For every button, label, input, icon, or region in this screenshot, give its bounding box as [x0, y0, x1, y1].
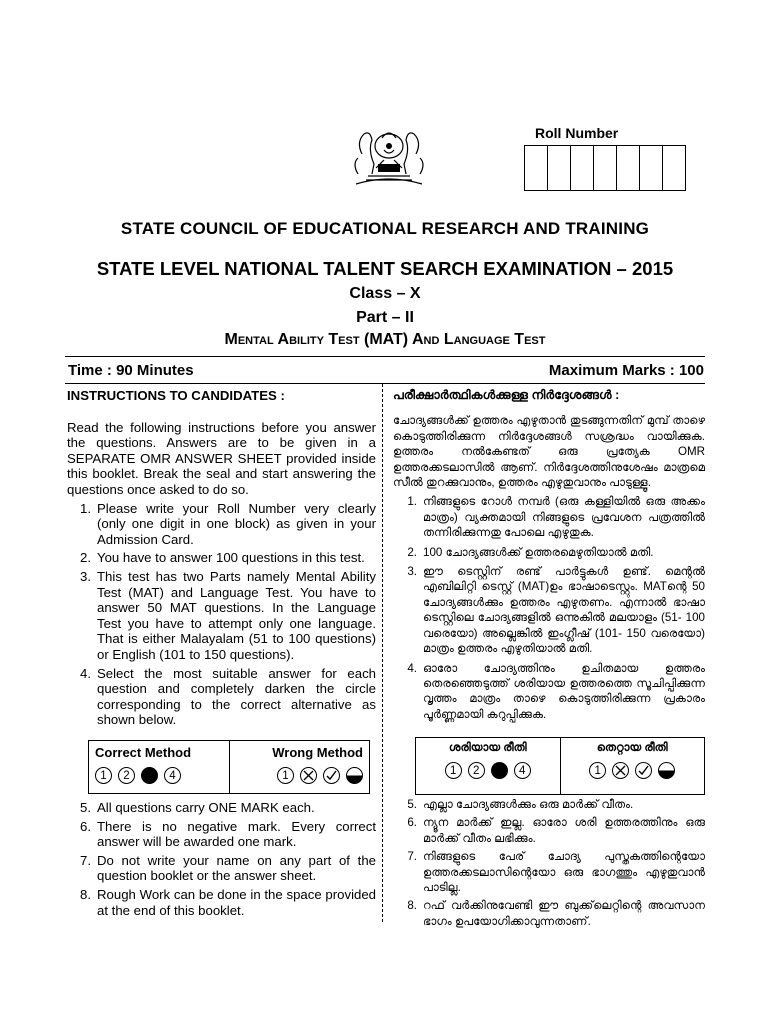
list-item	[393, 494, 705, 540]
item-number: 4.	[80, 665, 91, 681]
item-text: റഫ് വർക്കിനുവേണ്ടി ഈ ബുക്ക്‌ലെറ്റിന്റെ അവസാന ഭാഗം ഉപയോഗിക്കാവുന്നതാണ്.	[423, 899, 705, 928]
correct-bubbles	[422, 762, 554, 779]
bubble-ticked	[635, 762, 652, 779]
item-text: Please write your Roll Number very clearly (only one digit in one block) as given in your Admission Card.	[97, 500, 376, 547]
method-table-english	[88, 740, 370, 794]
method-table-malayalam	[415, 737, 705, 795]
list-item	[67, 569, 376, 663]
roll-digit-box[interactable]	[617, 146, 640, 190]
item-number: 6.	[407, 816, 417, 830]
roll-number-label: Roll Number	[535, 125, 619, 141]
max-marks-label: Maximum Marks : 100	[548, 362, 704, 379]
wrong-method-label: തെറ്റായ രീതി	[596, 742, 668, 754]
english-title: INSTRUCTIONS TO CANDIDATES :	[67, 388, 285, 403]
item-number: 2.	[407, 545, 417, 559]
english-list	[67, 501, 376, 728]
item-number: 1.	[80, 500, 91, 516]
item-number: 1.	[407, 495, 417, 509]
list-item	[393, 797, 705, 812]
wrong-method-cell	[229, 741, 370, 793]
list-item	[393, 898, 705, 929]
item-text: ഈ ടെസ്റ്റിന് രണ്ട് പാർട്ടുകൾ ഉണ്ട്. മെന്റൽ എബിലിറ്റി ടെസ്റ്റ് (MAT)ഉം ഭാഷാടെസ്റ്റും. MATന്റെ 50 ചോദ്യങ്ങൾക്കും ഉത്തരം എഴുതണം. എന്നാൽ ഭാഷാ ടെസ്റ്റിലെ ചോദ്യങ്ങളിൽ ഒന്നുകിൽ മലയാളം (51- 100 വരെയോ) അല്ലെങ്കിൽ ഇംഗ്ലീഷ് (101- 150 വരെയോ) മാത്രം ഉത്തരം എഴുതിയാൽ മതി.	[423, 565, 705, 656]
malayalam-instructions-cont	[393, 794, 705, 929]
list-item	[67, 501, 376, 548]
item-number: 4.	[407, 661, 417, 675]
item-number: 7.	[407, 850, 417, 864]
item-text: There is no negative mark. Every correct answer will be awarded one mark.	[97, 818, 376, 850]
malayalam-list-cont	[393, 797, 705, 929]
roll-digit-box[interactable]	[548, 146, 571, 190]
list-item	[393, 661, 705, 723]
list-item	[393, 849, 705, 895]
item-text: നിങ്ങളുടെ റോൾ നമ്പർ (ഒരു കള്ളിയിൽ ഒരു അക്കം മാത്രം) വ്യക്തമായി നിങ്ങളുടെ പ്രവേശന പത്രത്തിൽ തന്നിരിക്കുന്നതു പോലെ എഴുതുക.	[423, 495, 705, 540]
item-text: നിങ്ങളുടെ പേര് ചോദ്യ പുസ്തകത്തിന്റെയോ ഉത്തരക്കടലാസിന്റെയോ ഒരു ഭാഗത്തും എഴുതുവാൻ പാടില്ല.	[423, 850, 705, 895]
english-instructions-cont	[67, 797, 376, 918]
bubble-half-filled	[346, 767, 363, 784]
item-number: 3.	[407, 565, 417, 579]
correct-method-label: Correct Method	[95, 745, 192, 760]
correct-method-cell	[89, 741, 229, 793]
bubble: 4	[514, 762, 531, 779]
exam-title: STATE LEVEL NATIONAL TALENT SEARCH EXAMINATION – 2015	[96, 258, 674, 279]
roll-number-boxes[interactable]	[524, 145, 686, 191]
list-item	[393, 564, 705, 656]
bubble-half-filled	[658, 762, 675, 779]
list-item	[393, 815, 705, 846]
item-text: This test has two Parts namely Mental Ability Test (MAT) and Language Test. You have to answer 50 MAT questions. In the Language Test you have to attempt only one language. That is either Malayalam (51 to 100 questions) or English (101 to 150 questions).	[97, 568, 376, 662]
item-number: 3.	[80, 568, 91, 584]
wrong-method-label: Wrong Method	[272, 745, 363, 760]
item-text: Rough Work can be done in the space provided at the end of this booklet.	[97, 886, 376, 918]
english-instructions	[67, 388, 376, 728]
item-text: All questions carry ONE MARK each.	[97, 800, 315, 815]
item-text: Select the most suitable answer for each question and completely darken the circle corresponding to the correct alternative as shown below.	[97, 665, 376, 728]
bubble-crossed	[612, 762, 629, 779]
list-item	[67, 666, 376, 728]
bubble: 1	[445, 762, 462, 779]
malayalam-instructions	[393, 388, 705, 722]
council-title: STATE COUNCIL OF EDUCATIONAL RESEARCH AND TRAINING	[120, 219, 650, 238]
item-number: 7.	[80, 852, 91, 868]
roll-digit-box[interactable]	[594, 146, 617, 190]
bubble: 2	[118, 767, 135, 784]
item-number: 5.	[80, 800, 91, 815]
item-text: Do not write your name on any part of the question booklet or the answer sheet.	[97, 852, 376, 884]
list-item	[67, 819, 376, 850]
list-item	[67, 853, 376, 884]
item-text: 100 ചോദ്യങ്ങൾക്ക് ഉത്തരമെഴുതിയാൽ മതി.	[423, 545, 654, 559]
item-text: You have to answer 100 questions in this test.	[97, 550, 365, 566]
state-emblem-icon	[348, 124, 430, 188]
roll-digit-box[interactable]	[640, 146, 663, 190]
wrong-bubbles	[567, 762, 699, 779]
bubble: 2	[468, 762, 485, 779]
item-number: 5.	[407, 798, 417, 811]
bubble-ticked	[323, 767, 340, 784]
time-label: Time : 90 Minutes	[68, 362, 194, 379]
correct-method-label: ശരിയായ രീതി	[448, 742, 527, 754]
english-list-cont	[67, 800, 376, 918]
malayalam-list	[393, 494, 705, 722]
malayalam-intro: ചോദ്യങ്ങൾക്ക് ഉത്തരം എഴുതാൻ തുടങ്ങുന്നതിന് മുമ്പ് താഴെ കൊടുത്തിരിക്കുന്ന നിർദ്ദേശങ്ങൾ സശ്രദ്ധം വായിക്കുക. ഉത്തരം നൽകേണ്ടത് ഒരു പ്രത്യേക OMR ഉത്തരക്കടലാസിൽ ആണ്. നിർദ്ദേശത്തിനുശേഷം മാത്രമെ സീൽ തുറക്കുവാനും, ഉത്തരം എഴുതുവാനും പാടുള്ളൂ.	[393, 414, 705, 490]
part-label: Part – II	[356, 309, 414, 326]
class-label: Class – X	[349, 285, 421, 302]
bubble: 4	[164, 767, 181, 784]
subject-title: Mental Ability Test (MAT) And Language Test	[224, 331, 546, 348]
bubble-crossed	[300, 767, 317, 784]
item-text: എല്ലാ ചോദ്യങ്ങൾക്കും ഒരു മാർക്ക് വീതം.	[423, 798, 634, 811]
list-item	[393, 545, 705, 560]
item-text: ഓരോ ചോദ്യത്തിനും ഉചിതമായ ഉത്തരം തെരഞ്ഞെടുത്ത് ശരിയായ ഉത്തരത്തെ സൂചിപ്പിക്കുന്ന വൃത്തം മാത്രം താഴെ കൊടുത്തിരിക്കുന്ന പ്രകാരം പൂർണ്ണമായി കറുപ്പിക്കുക.	[423, 661, 705, 721]
english-intro: Read the following instructions before you answer the questions. Answers are to be given in a SEPARATE OMR ANSWER SHEET provided inside this booklet. Break the seal and start answering the questions once asked to do so.	[67, 419, 376, 497]
divider	[65, 383, 705, 384]
malayalam-title: പരീക്ഷാർത്ഥികൾക്കുള്ള നിർദ്ദേശങ്ങൾ :	[393, 388, 620, 402]
bubble-filled	[141, 767, 158, 784]
bubble: 1	[95, 767, 112, 784]
bubble-filled	[491, 762, 508, 779]
item-number: 6.	[80, 818, 91, 834]
divider	[65, 356, 705, 357]
roll-digit-box[interactable]	[663, 146, 685, 190]
column-divider	[382, 384, 383, 922]
list-item	[67, 550, 376, 566]
item-number: 8.	[407, 899, 417, 913]
wrong-bubbles	[236, 767, 364, 784]
roll-digit-box[interactable]	[525, 146, 548, 190]
correct-bubbles	[95, 767, 223, 784]
item-text: ന്യൂന മാർക്ക് ഇല്ല. ഓരോ ശരി ഉത്തരത്തിനും ഒരു മാർക്ക് വീതം ലഭിക്കും.	[423, 816, 705, 845]
item-number: 8.	[80, 886, 91, 902]
roll-digit-box[interactable]	[571, 146, 594, 190]
list-item	[67, 887, 376, 918]
list-item	[67, 800, 376, 816]
correct-method-cell	[416, 738, 560, 794]
wrong-method-cell	[560, 738, 705, 794]
bubble: 1	[277, 767, 294, 784]
bubble: 1	[589, 762, 606, 779]
item-number: 2.	[80, 550, 91, 566]
